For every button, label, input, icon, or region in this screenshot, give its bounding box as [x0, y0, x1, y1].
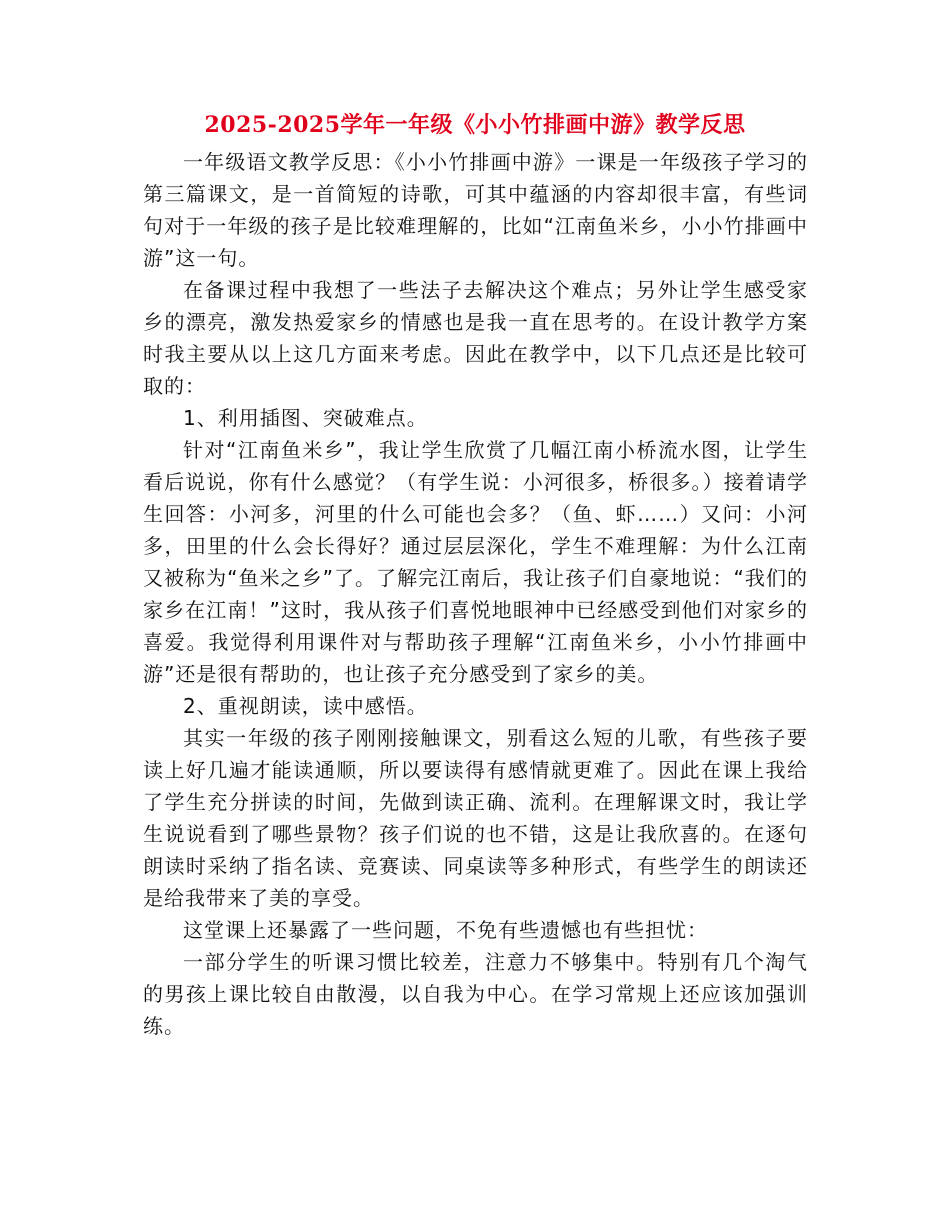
document-body: [143, 146, 808, 1042]
paragraph-point-2-detail: 其实一年级的孩子刚刚接触课文，别看这么短的儿歌，有些孩子要读上好几遍才能读通顺，所以要读得有感情就更难了。因此在课上我给了学生充分拼读的时间，先做到读正确、流利。在理解课文时，我让学生说说看到了哪些景物？孩子们说的也不错，这是让我欣喜的。在逐句朗读时采纳了指名读、竞赛读、同桌读等多种形式，有些学生的朗读还是给我带来了美的享受。: [143, 726, 808, 910]
paragraph-problem-detail: 一部分学生的听课习惯比较差，注意力不够集中。特别有几个淘气的男孩上课比较自由散漫，以自我为中心。在学习常规上还应该加强训练。: [143, 950, 808, 1038]
heading-point-1: 1、利用插图、突破难点。: [183, 406, 428, 430]
document-title: 2025-2025学年一年级《小小竹排画中游》教学反思: [204, 112, 746, 138]
paragraph-point-1-detail: 针对“江南鱼米乡”，我让学生欣赏了几幅江南小桥流水图，让学生看后说说，你有什么感觉？（有学生说：小河很多，桥很多。）接着请学生回答：小河多，河里的什么可能也会多？（鱼、虾……）又问：小河多，田里的什么会长得好？通过层层深化，学生不难理解：为什么江南又被称为“鱼米之乡”了。了解完江南后，我让孩子们自豪地说：“我们的家乡在江南！”这时，我从孩子们喜悦地眼神中已经感受到他们对家乡的喜爱。我觉得利用课件对与帮助孩子理解“江南鱼米乡，小小竹排画中游”还是很有帮助的，也让孩子充分感受到了家乡的美。: [143, 438, 808, 686]
paragraph-problems: 这堂课上还暴露了一些问题，不免有些遗憾也有些担忧：: [183, 918, 708, 942]
paragraph-preparation: 在备课过程中我想了一些法子去解决这个难点；另外让学生感受家乡的漂亮，激发热爱家乡的情感也是我一直在思考的。在设计教学方案时我主要从以上这几方面来考虑。因此在教学中，以下几点还是比较可取的：: [143, 278, 808, 398]
paragraph-intro: 一年级语文教学反思：《小小竹排画中游》一课是一年级孩子学习的第三篇课文，是一首简短的诗歌，可其中蕴涵的内容却很丰富，有些词句对于一年级的孩子是比较难理解的，比如“江南鱼米乡，小小竹排画中游”这一句。: [143, 150, 808, 270]
heading-point-2: 2、重视朗读，读中感悟。: [183, 694, 428, 718]
